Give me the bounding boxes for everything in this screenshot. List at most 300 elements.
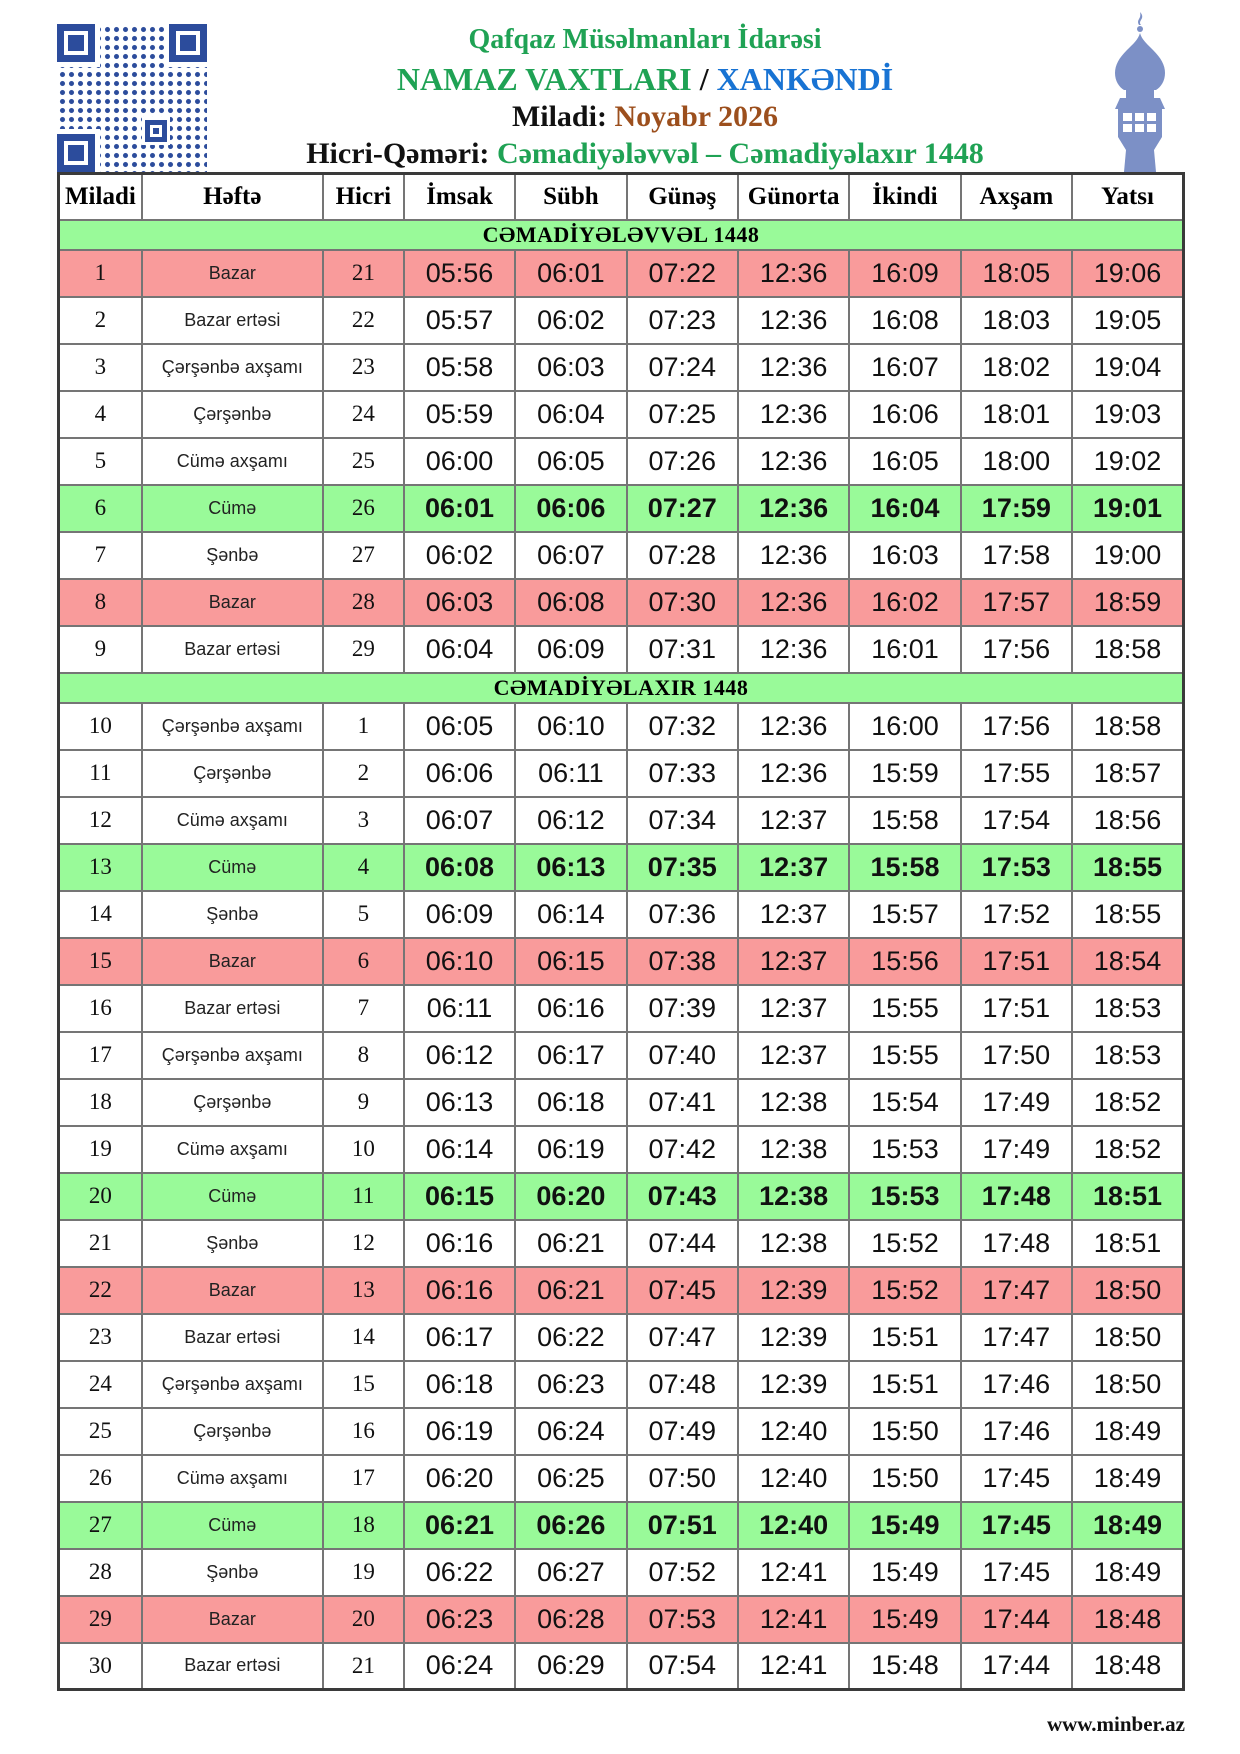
cell-gunes: 07:32: [627, 703, 738, 750]
cell-ikindi: 15:58: [849, 797, 960, 844]
miladi-label: Miladi:: [511, 100, 607, 133]
cell-axsam: 17:45: [961, 1502, 1072, 1549]
cell-yatsi: 18:58: [1072, 703, 1183, 750]
cell-imsak: 06:09: [404, 891, 515, 938]
cell-imsak: 06:03: [404, 579, 515, 626]
table-row: [59, 297, 1184, 344]
cell-gunes: 07:25: [627, 391, 738, 438]
cell-axsam: 17:50: [961, 1032, 1072, 1079]
cell-weekday: Çərşənbə axşamı: [142, 344, 323, 391]
cell-ikindi: 15:50: [849, 1455, 960, 1502]
cell-miladi: 16: [59, 985, 142, 1032]
cell-hicri: 6: [323, 938, 404, 985]
cell-gunorta: 12:40: [738, 1455, 849, 1502]
cell-ikindi: 15:53: [849, 1173, 960, 1220]
cell-miladi: 9: [59, 626, 142, 673]
column-header-subh: Sübh: [515, 174, 626, 220]
cell-imsak: 06:00: [404, 438, 515, 485]
cell-axsam: 17:52: [961, 891, 1072, 938]
cell-weekday: Cümə axşamı: [142, 438, 323, 485]
cell-axsam: 17:45: [961, 1455, 1072, 1502]
cell-gunorta: 12:36: [738, 532, 849, 579]
cell-ikindi: 16:05: [849, 438, 960, 485]
cell-subh: 06:18: [515, 1079, 626, 1126]
cell-yatsi: 19:00: [1072, 532, 1183, 579]
cell-miladi: 15: [59, 938, 142, 985]
cell-subh: 06:02: [515, 297, 626, 344]
cell-subh: 06:21: [515, 1220, 626, 1267]
cell-gunorta: 12:41: [738, 1549, 849, 1596]
cell-weekday: Cümə axşamı: [142, 1455, 323, 1502]
cell-gunorta: 12:36: [738, 344, 849, 391]
table-row: [59, 1361, 1184, 1408]
cell-imsak: 06:17: [404, 1314, 515, 1361]
cell-hicri: 19: [323, 1549, 404, 1596]
qr-alignment-square: [145, 120, 167, 142]
cell-gunorta: 12:36: [738, 485, 849, 532]
cell-weekday: Cümə: [142, 844, 323, 891]
column-header-imsak: İmsak: [404, 174, 515, 220]
cell-imsak: 06:18: [404, 1361, 515, 1408]
qr-finder-top-left: [57, 24, 95, 62]
cell-imsak: 05:59: [404, 391, 515, 438]
cell-yatsi: 18:52: [1072, 1126, 1183, 1173]
cell-gunorta: 12:40: [738, 1502, 849, 1549]
cell-subh: 06:25: [515, 1455, 626, 1502]
table-row: [59, 1079, 1184, 1126]
cell-weekday: Bazar ertəsi: [142, 1643, 323, 1690]
cell-hicri: 3: [323, 797, 404, 844]
cell-imsak: 06:22: [404, 1549, 515, 1596]
cell-miladi: 10: [59, 703, 142, 750]
column-header-gunes: Günəş: [627, 174, 738, 220]
cell-hicri: 29: [323, 626, 404, 673]
cell-subh: 06:16: [515, 985, 626, 1032]
cell-ikindi: 16:09: [849, 250, 960, 297]
table-row: [59, 750, 1184, 797]
cell-gunes: 07:27: [627, 485, 738, 532]
cell-weekday: Bazar ertəsi: [142, 985, 323, 1032]
cell-axsam: 18:01: [961, 391, 1072, 438]
table-row: [59, 1408, 1184, 1455]
cell-ikindi: 15:49: [849, 1549, 960, 1596]
cell-gunorta: 12:37: [738, 844, 849, 891]
cell-gunorta: 12:36: [738, 438, 849, 485]
cell-imsak: 06:24: [404, 1643, 515, 1690]
cell-subh: 06:12: [515, 797, 626, 844]
cell-axsam: 17:55: [961, 750, 1072, 797]
cell-yatsi: 18:54: [1072, 938, 1183, 985]
cell-miladi: 19: [59, 1126, 142, 1173]
table-row: [59, 1502, 1184, 1549]
cell-miladi: 5: [59, 438, 142, 485]
cell-gunorta: 12:37: [738, 985, 849, 1032]
cell-imsak: 05:58: [404, 344, 515, 391]
cell-gunes: 07:24: [627, 344, 738, 391]
cell-gunes: 07:35: [627, 844, 738, 891]
cell-gunes: 07:33: [627, 750, 738, 797]
cell-imsak: 06:11: [404, 985, 515, 1032]
cell-axsam: 17:56: [961, 626, 1072, 673]
cell-ikindi: 15:59: [849, 750, 960, 797]
cell-weekday: Çərşənbə: [142, 750, 323, 797]
cell-ikindi: 15:51: [849, 1314, 960, 1361]
qr-code: [57, 24, 207, 172]
cell-hicri: 5: [323, 891, 404, 938]
cell-miladi: 28: [59, 1549, 142, 1596]
cell-hicri: 15: [323, 1361, 404, 1408]
cell-subh: 06:22: [515, 1314, 626, 1361]
cell-gunes: 07:38: [627, 938, 738, 985]
cell-gunes: 07:44: [627, 1220, 738, 1267]
city-name: XANKƏNDİ: [716, 61, 894, 97]
cell-imsak: 06:19: [404, 1408, 515, 1455]
cell-yatsi: 18:53: [1072, 1032, 1183, 1079]
cell-subh: 06:20: [515, 1173, 626, 1220]
cell-weekday: Şənbə: [142, 1549, 323, 1596]
cell-ikindi: 16:07: [849, 344, 960, 391]
cell-hicri: 13: [323, 1267, 404, 1314]
cell-subh: 06:21: [515, 1267, 626, 1314]
cell-gunes: 07:52: [627, 1549, 738, 1596]
cell-ikindi: 15:48: [849, 1643, 960, 1690]
cell-imsak: 06:01: [404, 485, 515, 532]
cell-subh: 06:06: [515, 485, 626, 532]
cell-ikindi: 15:51: [849, 1361, 960, 1408]
cell-miladi: 21: [59, 1220, 142, 1267]
column-header-ikindi: İkindi: [849, 174, 960, 220]
table-row: [59, 344, 1184, 391]
cell-weekday: Şənbə: [142, 1220, 323, 1267]
table-row: [59, 485, 1184, 532]
cell-hicri: 26: [323, 485, 404, 532]
cell-hicri: 17: [323, 1455, 404, 1502]
qr-finder-top-right: [169, 24, 207, 62]
cell-gunes: 07:30: [627, 579, 738, 626]
cell-subh: 06:29: [515, 1643, 626, 1690]
cell-gunes: 07:54: [627, 1643, 738, 1690]
cell-gunes: 07:48: [627, 1361, 738, 1408]
cell-weekday: Çərşənbə axşamı: [142, 703, 323, 750]
cell-yatsi: 19:01: [1072, 485, 1183, 532]
cell-axsam: 17:45: [961, 1549, 1072, 1596]
cell-hicri: 20: [323, 1596, 404, 1643]
cell-miladi: 6: [59, 485, 142, 532]
cell-yatsi: 18:51: [1072, 1173, 1183, 1220]
cell-imsak: 06:13: [404, 1079, 515, 1126]
cell-imsak: 05:57: [404, 297, 515, 344]
cell-weekday: Bazar ertəsi: [142, 626, 323, 673]
cell-subh: 06:28: [515, 1596, 626, 1643]
cell-yatsi: 19:03: [1072, 391, 1183, 438]
column-header-gunorta: Günorta: [738, 174, 849, 220]
cell-axsam: 17:46: [961, 1361, 1072, 1408]
cell-subh: 06:10: [515, 703, 626, 750]
cell-weekday: Bazar ertəsi: [142, 297, 323, 344]
cell-hicri: 25: [323, 438, 404, 485]
cell-subh: 06:24: [515, 1408, 626, 1455]
cell-weekday: Bazar: [142, 1596, 323, 1643]
cell-weekday: Çərşənbə: [142, 1079, 323, 1126]
cell-hicri: 2: [323, 750, 404, 797]
cell-yatsi: 18:51: [1072, 1220, 1183, 1267]
cell-yatsi: 18:55: [1072, 891, 1183, 938]
cell-axsam: 17:44: [961, 1596, 1072, 1643]
cell-miladi: 14: [59, 891, 142, 938]
cell-axsam: 18:02: [961, 344, 1072, 391]
cell-axsam: 18:00: [961, 438, 1072, 485]
cell-gunorta: 12:36: [738, 750, 849, 797]
cell-subh: 06:27: [515, 1549, 626, 1596]
cell-axsam: 17:54: [961, 797, 1072, 844]
cell-gunes: 07:34: [627, 797, 738, 844]
cell-gunorta: 12:39: [738, 1314, 849, 1361]
cell-subh: 06:11: [515, 750, 626, 797]
cell-weekday: Bazar ertəsi: [142, 1314, 323, 1361]
cell-axsam: 17:46: [961, 1408, 1072, 1455]
table-row: [59, 391, 1184, 438]
cell-weekday: Cümə: [142, 1502, 323, 1549]
cell-subh: 06:15: [515, 938, 626, 985]
cell-gunes: 07:50: [627, 1455, 738, 1502]
organization-title: Qafqaz Müsəlmanları İdarəsi: [468, 24, 822, 55]
cell-hicri: 11: [323, 1173, 404, 1220]
cell-gunorta: 12:37: [738, 938, 849, 985]
cell-axsam: 18:03: [961, 297, 1072, 344]
section-title: CƏMADİYƏLƏVVƏL 1448: [59, 220, 1184, 250]
cell-hicri: 16: [323, 1408, 404, 1455]
cell-gunes: 07:41: [627, 1079, 738, 1126]
cell-hicri: 21: [323, 250, 404, 297]
cell-subh: 06:07: [515, 532, 626, 579]
cell-gunes: 07:26: [627, 438, 738, 485]
cell-ikindi: 15:49: [849, 1596, 960, 1643]
table-row: [59, 703, 1184, 750]
hicri-months: Cəmadiyələvvəl – Cəmadiyəlaxır 1448: [496, 137, 984, 170]
cell-hicri: 9: [323, 1079, 404, 1126]
cell-hicri: 21: [323, 1643, 404, 1690]
table-row: [59, 1126, 1184, 1173]
cell-yatsi: 18:53: [1072, 985, 1183, 1032]
column-header-row: [59, 174, 1184, 220]
cell-gunorta: 12:37: [738, 891, 849, 938]
cell-miladi: 24: [59, 1361, 142, 1408]
table-row: [59, 250, 1184, 297]
cell-gunorta: 12:37: [738, 797, 849, 844]
cell-axsam: 17:57: [961, 579, 1072, 626]
cell-ikindi: 16:00: [849, 703, 960, 750]
cell-imsak: 06:05: [404, 703, 515, 750]
cell-gunorta: 12:41: [738, 1643, 849, 1690]
cell-weekday: Bazar: [142, 250, 323, 297]
cell-axsam: 17:47: [961, 1267, 1072, 1314]
cell-gunes: 07:47: [627, 1314, 738, 1361]
cell-weekday: Cümə: [142, 485, 323, 532]
cell-hicri: 27: [323, 532, 404, 579]
cell-weekday: Bazar: [142, 938, 323, 985]
cell-axsam: 17:59: [961, 485, 1072, 532]
cell-gunorta: 12:39: [738, 1267, 849, 1314]
page-title-block: [225, 26, 1065, 169]
cell-axsam: 17:47: [961, 1314, 1072, 1361]
cell-gunorta: 12:36: [738, 391, 849, 438]
table-row: [59, 1643, 1184, 1690]
cell-yatsi: 19:02: [1072, 438, 1183, 485]
cell-gunorta: 12:38: [738, 1126, 849, 1173]
cell-weekday: Çərşənbə axşamı: [142, 1361, 323, 1408]
table-row: [59, 938, 1184, 985]
cell-weekday: Bazar: [142, 1267, 323, 1314]
footer-site-link[interactable]: www.minber.az: [1046, 1712, 1185, 1736]
cell-miladi: 25: [59, 1408, 142, 1455]
table-row: [59, 532, 1184, 579]
cell-miladi: 27: [59, 1502, 142, 1549]
cell-miladi: 13: [59, 844, 142, 891]
cell-axsam: 17:44: [961, 1643, 1072, 1690]
cell-imsak: 06:04: [404, 626, 515, 673]
cell-gunorta: 12:36: [738, 297, 849, 344]
hicri-label: Hicri-Qəməri:: [306, 137, 490, 170]
column-header-hicri: Hicri: [323, 174, 404, 220]
cell-gunorta: 12:41: [738, 1596, 849, 1643]
cell-axsam: 17:51: [961, 938, 1072, 985]
prayer-times-table: [57, 172, 1185, 1691]
cell-yatsi: 18:49: [1072, 1408, 1183, 1455]
cell-yatsi: 18:50: [1072, 1361, 1183, 1408]
cell-imsak: 06:12: [404, 1032, 515, 1079]
cell-yatsi: 18:59: [1072, 579, 1183, 626]
cell-ikindi: 16:08: [849, 297, 960, 344]
cell-gunes: 07:39: [627, 985, 738, 1032]
cell-ikindi: 15:54: [849, 1079, 960, 1126]
cell-gunes: 07:45: [627, 1267, 738, 1314]
table-row: [59, 1549, 1184, 1596]
cell-imsak: 06:16: [404, 1267, 515, 1314]
cell-yatsi: 18:49: [1072, 1549, 1183, 1596]
cell-ikindi: 15:52: [849, 1220, 960, 1267]
cell-hicri: 18: [323, 1502, 404, 1549]
cell-yatsi: 18:57: [1072, 750, 1183, 797]
cell-subh: 06:04: [515, 391, 626, 438]
cell-axsam: 17:51: [961, 985, 1072, 1032]
prayer-table-body: [59, 220, 1184, 1690]
cell-hicri: 14: [323, 1314, 404, 1361]
cell-yatsi: 18:55: [1072, 844, 1183, 891]
cell-hicri: 12: [323, 1220, 404, 1267]
cell-miladi: 29: [59, 1596, 142, 1643]
cell-miladi: 30: [59, 1643, 142, 1690]
table-row: [59, 1173, 1184, 1220]
cell-ikindi: 15:53: [849, 1126, 960, 1173]
cell-ikindi: 16:06: [849, 391, 960, 438]
cell-hicri: 23: [323, 344, 404, 391]
cell-gunes: 07:42: [627, 1126, 738, 1173]
cell-miladi: 8: [59, 579, 142, 626]
cell-axsam: 17:53: [961, 844, 1072, 891]
cell-miladi: 3: [59, 344, 142, 391]
cell-yatsi: 18:49: [1072, 1502, 1183, 1549]
cell-subh: 06:23: [515, 1361, 626, 1408]
cell-subh: 06:05: [515, 438, 626, 485]
minaret-icon: [1080, 12, 1200, 172]
table-row: [59, 1267, 1184, 1314]
cell-gunorta: 12:37: [738, 1032, 849, 1079]
cell-axsam: 17:49: [961, 1126, 1072, 1173]
cell-ikindi: 16:01: [849, 626, 960, 673]
cell-imsak: 06:21: [404, 1502, 515, 1549]
cell-axsam: 17:48: [961, 1220, 1072, 1267]
cell-yatsi: 19:05: [1072, 297, 1183, 344]
cell-gunes: 07:22: [627, 250, 738, 297]
cell-yatsi: 18:56: [1072, 797, 1183, 844]
table-row: [59, 891, 1184, 938]
column-header-hefte: Həftə: [142, 174, 323, 220]
cell-axsam: 17:49: [961, 1079, 1072, 1126]
cell-miladi: 7: [59, 532, 142, 579]
cell-gunes: 07:43: [627, 1173, 738, 1220]
cell-gunes: 07:40: [627, 1032, 738, 1079]
cell-subh: 06:17: [515, 1032, 626, 1079]
cell-yatsi: 19:06: [1072, 250, 1183, 297]
table-row: [59, 797, 1184, 844]
cell-ikindi: 16:03: [849, 532, 960, 579]
cell-axsam: 18:05: [961, 250, 1072, 297]
cell-yatsi: 18:49: [1072, 1455, 1183, 1502]
miladi-month: Noyabr 2026: [614, 100, 779, 133]
cell-yatsi: 18:58: [1072, 626, 1183, 673]
cell-gunorta: 12:39: [738, 1361, 849, 1408]
cell-weekday: Cümə axşamı: [142, 1126, 323, 1173]
section-header-row: [59, 220, 1184, 250]
cell-hicri: 22: [323, 297, 404, 344]
cell-yatsi: 18:48: [1072, 1643, 1183, 1690]
cell-miladi: 22: [59, 1267, 142, 1314]
cell-axsam: 17:48: [961, 1173, 1072, 1220]
cell-imsak: 06:20: [404, 1455, 515, 1502]
cell-miladi: 23: [59, 1314, 142, 1361]
cell-weekday: Şənbə: [142, 891, 323, 938]
cell-imsak: 06:02: [404, 532, 515, 579]
cell-subh: 06:13: [515, 844, 626, 891]
cell-subh: 06:26: [515, 1502, 626, 1549]
table-row: [59, 438, 1184, 485]
column-header-yatsi: Yatsı: [1072, 174, 1183, 220]
cell-hicri: 28: [323, 579, 404, 626]
cell-ikindi: 15:55: [849, 1032, 960, 1079]
cell-gunes: 07:23: [627, 297, 738, 344]
cell-yatsi: 18:50: [1072, 1314, 1183, 1361]
cell-ikindi: 15:52: [849, 1267, 960, 1314]
cell-weekday: Cümə axşamı: [142, 797, 323, 844]
column-header-axsam: Axşam: [961, 174, 1072, 220]
cell-gunes: 07:49: [627, 1408, 738, 1455]
cell-miladi: 12: [59, 797, 142, 844]
cell-subh: 06:09: [515, 626, 626, 673]
cell-subh: 06:19: [515, 1126, 626, 1173]
cell-ikindi: 15:57: [849, 891, 960, 938]
cell-imsak: 06:07: [404, 797, 515, 844]
cell-miladi: 18: [59, 1079, 142, 1126]
cell-gunes: 07:31: [627, 626, 738, 673]
table-row: [59, 844, 1184, 891]
cell-weekday: Şənbə: [142, 532, 323, 579]
cell-ikindi: 16:02: [849, 579, 960, 626]
cell-gunorta: 12:36: [738, 579, 849, 626]
table-row: [59, 579, 1184, 626]
table-row: [59, 1596, 1184, 1643]
cell-imsak: 05:56: [404, 250, 515, 297]
qr-finder-bottom-left: [57, 134, 95, 172]
